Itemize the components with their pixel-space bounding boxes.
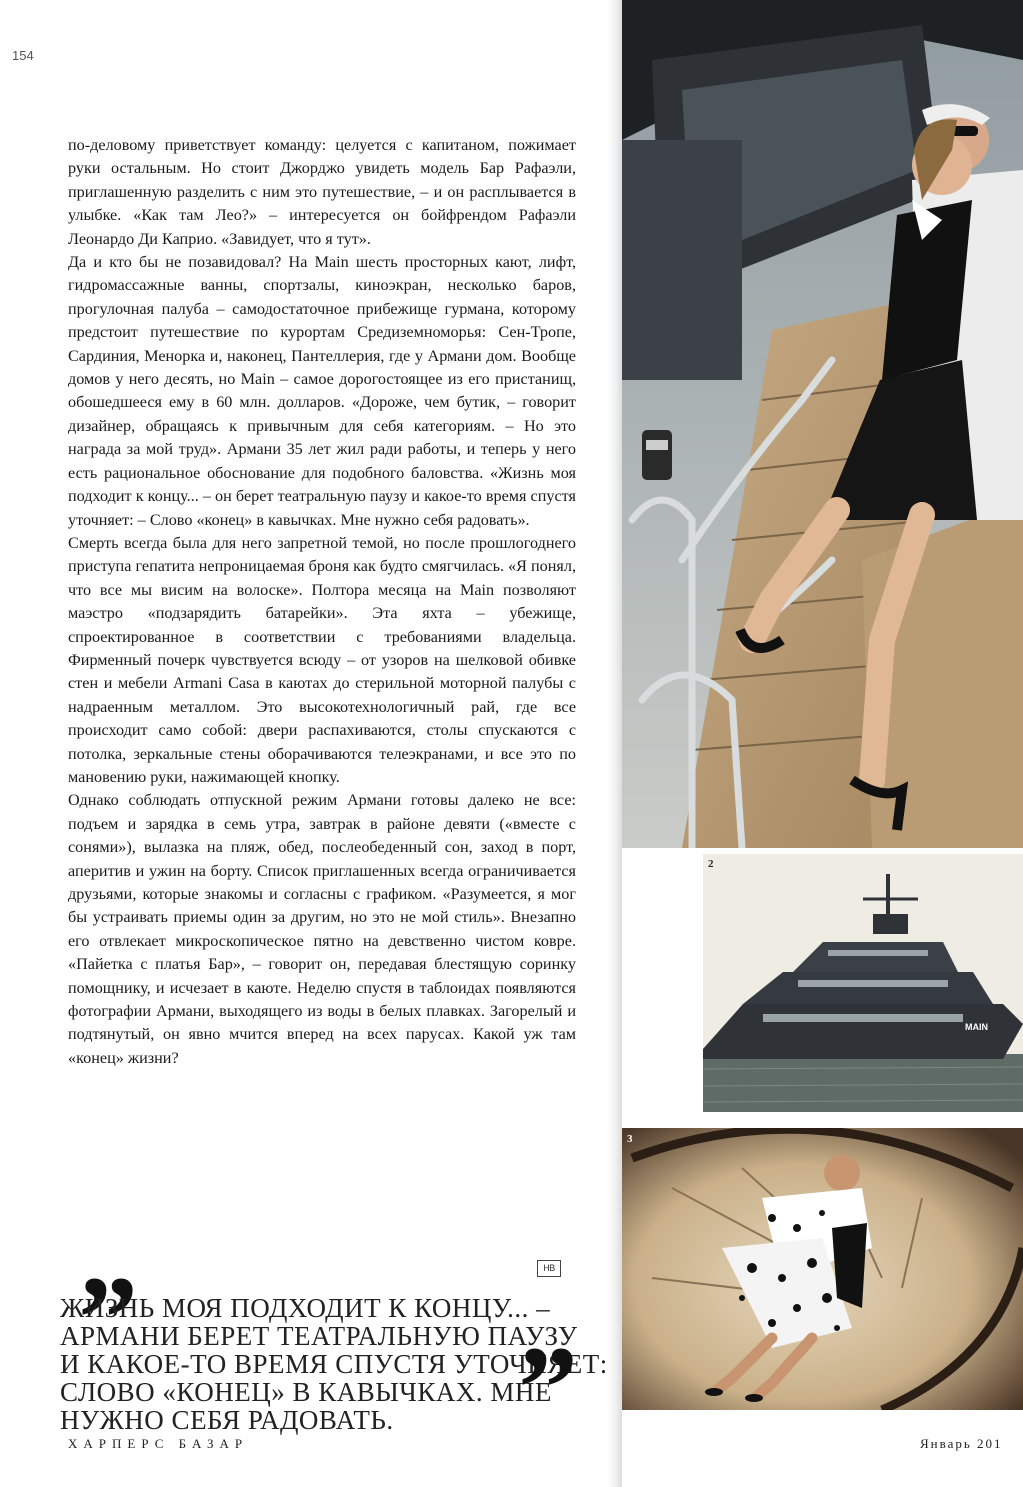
- article-paragraph-4: Однако соблюдать отпускной режим Армани готовы далеко не все: подъем и зарядка в семь утра, завтрак в районе девяти («вместе с сонями»), вылазка на пляж, обед, послеобеденный сон, заход в порт, аперитив и ужин на борту. Список приглашенных всегда ограничивается друзьями, которые знакомы и согласны с графиком. «Разумеется, я мог бы устраивать приемы один за другим, но это не мой стиль». Внезапно его отвлекает микроскопическое пятно на девственно чистом ковре. «Пайетка с платья Бар», – говорит он, передавая блестящую соринку помощнику, и исчезает в каюте. Неделю спустя в таблоидах появляются фотографии Армани, выходящего из воды в белых плавках. Загорелый и подтянутый, он явно мчится вперед на всех парусах. Какой уж там «конец» жизни?: [68, 791, 576, 1067]
- photo-3-number: 3: [627, 1133, 633, 1145]
- pull-quote-line-1: ЖИЗНЬ МОЯ ПОДХОДИТ К КОНЦУ... –: [60, 1293, 551, 1323]
- end-of-article-mark: HB: [537, 1260, 561, 1277]
- pull-quote-line-5: НУЖНО СЕБЯ РАДОВАТЬ.: [60, 1405, 394, 1435]
- pull-quote-line-2: АРМАНИ БЕРЕТ ТЕАТРАЛЬНУЮ ПАУЗУ: [60, 1321, 578, 1351]
- article-paragraph-2: Да и кто бы не позавидовал? На Main шесть просторных кают, лифт, гидромассажные ванны, спортзалы, киноэкран, несколько баров, прогулочная палуба – самодостаточное прибежище гурмана, которому предстоит путешествие по курортам Средиземноморья: Сен-Тропе, Сардиния, Менорка и, наконец, Пантеллерия, где у Армани дом. Вообще домов у него десять, но Main – самое дорогостоящее из его пристанищ, обошедшееся ему в 60 млн. долларов. «Дороже, чем бутик, – говорит дизайнер, обращаясь к привычным для себя категориям. – Но это награда за мой труд». Армани 35 лет жил ради работы, и теперь у него есть рациональное обоснование для подобного баловства. «Жизнь моя подходит к концу... – он берет театральную паузу и какое-то время спустя уточняет: – Слово «конец» в кавычках. Мне нужно себя радовать».: [68, 253, 576, 529]
- yacht-at-sea-illustration: [703, 854, 1023, 1112]
- magazine-name-footer: ХАРПЕРС БАЗАР: [68, 1436, 249, 1451]
- close-quote-mark: ”: [518, 1321, 578, 1454]
- page-gutter: [608, 0, 622, 1487]
- pull-quote-line-3: И КАКОЕ-ТО ВРЕМЯ СПУСТЯ УТОЧНЯЕТ:: [60, 1349, 608, 1379]
- photo-2-number: 2: [708, 858, 714, 870]
- issue-date-footer: Январь 201: [920, 1436, 1003, 1451]
- page-number: 154: [12, 48, 34, 63]
- pull-quote: [58, 1251, 618, 1458]
- pull-quote-line-4: СЛОВО «КОНЕЦ» В КАВЫЧКАХ. МНЕ: [60, 1377, 552, 1407]
- photo-yacht-at-sea: [703, 854, 1023, 1112]
- article-body: [68, 134, 576, 1070]
- yacht-deck-illustration: [622, 0, 1023, 848]
- ship-name-label: MAIN: [965, 1022, 988, 1032]
- spiral-staircase-illustration: [622, 1128, 1023, 1410]
- article-paragraph-1: по-деловому приветствует команду: целуется с капитаном, пожимает руки остальным. Но стоит Джорджо увидеть модель Бар Рафаэли, приглашенную разделить с ним это путешествие, – и он расплывается в улыбке. «Как там Лео?» – интересуется он бойфрендом Рафаэли Леонардо Ди Каприо. «Завидует, что я тут».: [68, 136, 576, 248]
- pull-quote-text: [60, 1293, 608, 1435]
- open-quote-mark: ”: [78, 1251, 138, 1384]
- photo-yacht-deck: [622, 0, 1023, 848]
- article-paragraph-3: Смерть всегда была для него запретной темой, но после прошлогоднего приступа гепатита непроницаемая броня как будто смягчилась. «Я понял, что все мы висим на волоске». Полтора месяца на Main позволяют маэстро «подзарядить батарейки». Эта яхта – убежище, спроектированное в соответствии с требованиями владельца. Фирменный почерк чувствуется всюду – от узоров на шелковой обивке стен и мебели Armani Casa в каютах до стерильной моторной палубы с надраенным металлом. Это высокотехнологичный рай, где все происходит само собой: двери распахиваются, столы спускаются с потолка, зеркальные стены оборачиваются телеэкранами, и все это по мановению руки, нажимающей кнопку.: [68, 533, 576, 786]
- photo-spiral-staircase: [622, 1128, 1023, 1410]
